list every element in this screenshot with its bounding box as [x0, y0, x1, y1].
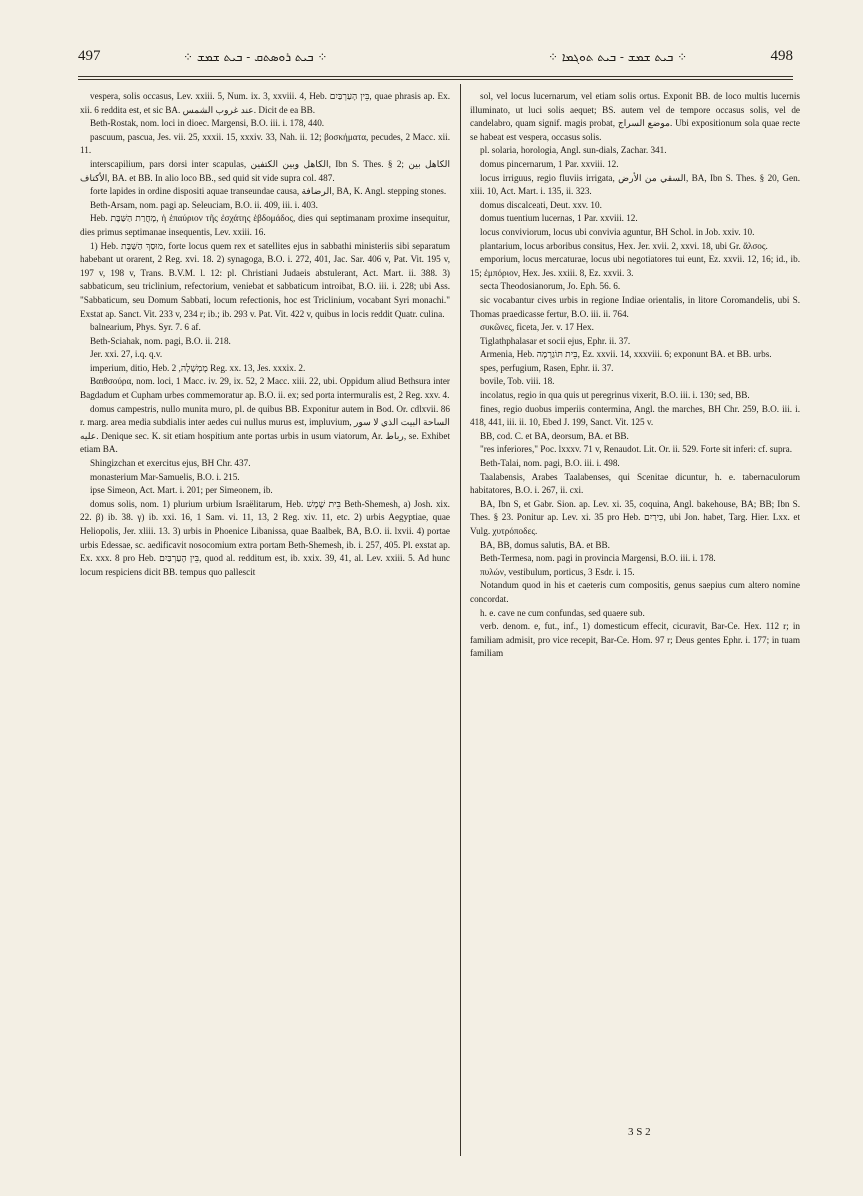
right-page-number: 498: [770, 48, 793, 64]
dictionary-entry: verb. denom. e, fut., inf., 1) domesticum effecit, cicuravit, Bar-Ce. Hex. 112 r; in familiam admisit, pro vice recepit, Bar-Ce. Hom. 97 r; Deus gentes Ephr. i. 177; in tuam familiam: [470, 621, 800, 659]
dictionary-entry: Beth-Sciahak, nom. pagi, B.O. ii. 218.: [90, 335, 231, 346]
dictionary-entry: Beth-Arsam, nom. pagi ap. Seleuciam, B.O. ii. 409, iii. i. 403.: [90, 199, 318, 210]
dictionary-entry: Taalabensis, Arabes Taalabenses, qui Scenitae dicuntur, h. e. tabernaculorum habitatores, B.O. i. 267, ii. cxi.: [470, 471, 800, 496]
dictionary-entry: Βαιθσούρα, nom. loci, 1 Macc. iv. 29, ix. 52, 2 Macc. xiii. 22, ubi. Oppidum aliud Bethsura inter Bagdadum et Cupham urbes commemoratur ap. B.O. ii. ex; sed porta intermuralis est, 2 Reg. xxv. 4.: [80, 376, 450, 401]
dictionary-entry: pascuum, pascua, Jes. vii. 25, xxxii. 15, xxxiv. 33, Nah. ii. 12; βοσκήματα, pecudes, 2 Macc. xii. 11.: [80, 131, 450, 156]
dictionary-entry: domus tuentium lucernas, 1 Par. xxviii. 12.: [480, 213, 638, 224]
dictionary-entry: Shingizchan et exercitus ejus, BH Chr. 437.: [90, 458, 251, 469]
dictionary-entry: fines, regio duobus imperiis contermina, Angl. the marches, BH Chr. 259, B.O. iii. i. 418, 441, iii. ii. 10, Ebed J. 199, Sanct. Vit. 125 v.: [470, 403, 800, 428]
dictionary-entry: sic vocabantur cives urbis in regione Indiae orientalis, in litore Coromandelis, ubi S. Thomas praedicasse fertur, B.O. iii. ii. 764.: [470, 294, 800, 319]
dictionary-entry: "res inferiores," Poc. lxxxv. 71 v, Renaudot. Lit. Or. ii. 529. Forte sit inferi: cf. supra.: [480, 444, 792, 455]
left-column: [80, 90, 450, 579]
dictionary-entry: συκῶνες, ficeta, Jer. v. 17 Hex.: [480, 322, 594, 333]
dictionary-entry: vespera, solis occasus, Lev. xxiii. 5, Num. ix. 3, xxviii. 4, Heb. בֵּין הָעַרְבַּיִם, quae phrasis ap. Ex. xii. 6 reddita est, et sic BA. عند غروب الشمس. Dicit de ea BB.: [80, 91, 451, 115]
dictionary-entry: Tiglathphalasar et socii ejus, Ephr. ii. 37.: [480, 335, 631, 346]
dictionary-entry: Beth-Termesa, nom. pagi in provincia Margensi, B.O. iii. i. 178.: [480, 553, 716, 564]
dictionary-entry: domus discalceati, Deut. xxv. 10.: [480, 199, 602, 210]
dictionary-entry: bovile, Tob. viii. 18.: [480, 376, 555, 387]
dictionary-entry: BA, Ibn S, et Gabr. Sion. ap. Lev. xi. 35, coquina, Angl. bakehouse, BA; BB; Ibn S. Thes. § 23. Ponitur ap. Lev. xi. 35 pro Heb. כִּירַיִם, ubi Jon. habet, Targ. Hier. Lxx. et Vulg. χυτρόποδες.: [470, 498, 800, 536]
dictionary-entry: monasterium Mar-Samuelis, B.O. i. 215.: [90, 471, 240, 482]
dictionary-entry: Beth-Talai, nom. pagi, B.O. iii. i. 498.: [480, 458, 620, 469]
column-divider: [460, 84, 461, 1156]
dictionary-entry: secta Theodosianorum, Jo. Eph. 56. 6.: [480, 281, 621, 292]
left-running-title: ⁘ ܒܝܬ ܪܘܣܬܩ - ܒܝܬ ܫܡܫ ⁘: [183, 50, 328, 64]
dictionary-entry: locus irriguus, regio fluviis irrigata, السقي من الأرض, BA, Ibn S. Thes. § 20, Gen. xiii. 10, Act. Mart. i. 135, ii. 323.: [470, 172, 801, 197]
printer-signature: 3 S 2: [628, 1126, 651, 1138]
dictionary-entry: Beth-Rostak, nom. loci in dioec. Margensi, B.O. iii. i. 178, 440.: [90, 118, 325, 129]
dictionary-entry: 1) Heb. מוּסַךְ הַשַּׁבָּת, forte locus quem rex et satellites ejus in sabbathi ministeriis sibi separatum habebant ut orarent, 2 Reg. xvi. 18. 2) synagoga, B.O. i. 272, 401, Jac. Sar. 406 v, Pat. Vit. 195 v, 197 v, 198 v, Trans. B.V.M. l. 12: pl. Christiani Judaeis abstulerant, Act. Mart. ii. 388. 3) sabbaticum, seu triclinium, refectorium, veniebat et sabbaticum introibat, B.O. iii. i. 228; ubi Ass. "Sabbaticum, seu Domum Sabbati, locum refectionis, hoc est Triclinium, vocabant Syri monachi." Exstat ap. Sanct. Vit. 233 v, 234 r; ib.; ib. 293 v. Pat. Vit. 422 v, quibus in locis reddit Quatr. culina.: [80, 240, 450, 319]
dictionary-entry: pl. solaria, horologia, Angl. sun-dials, Zachar. 341.: [480, 145, 667, 156]
dictionary-entry: spes, perfugium, Rasen, Ephr. ii. 37.: [480, 362, 614, 373]
header-rule: [78, 76, 793, 77]
dictionary-entry: Jer. xxi. 27, i.q. q.v.: [90, 349, 163, 360]
dictionary-entry: plantarium, locus arboribus consitus, Hex. Jer. xvii. 2, xxvi. 18, ubi Gr. ἄλσος.: [480, 240, 768, 251]
dictionary-entry: ipse Simeon, Act. Mart. i. 201; per Simeonem, ib.: [90, 485, 273, 496]
dictionary-entry: BB, cod. C. et BA, deorsum, BA. et BB.: [480, 430, 629, 441]
dictionary-entry: domus solis, nom. 1) plurium urbium Israëlitarum, Heb. בֵּית שֶׁמֶשׁ Beth-Shemesh, a) Josh. xix. 22. β) ib. 38. γ) ib. xxi. 16, 1 Sam. vi. 11, 13, 2 Reg. xiv. 11, etc. 2) urbis Aegyptiae, quae Heliopolis, Jer. xliii. 13. 3) urbis in Phoenice Libanissa, quae Baalbek, BA, B.O. ii. lxvii. 4) portae urbis Edessae, sc. aedificavit nosocomium extra portam Beth-Shemesh, ib. i. 257, 405. Pl. exstat ap. Ex. xxx. 8 pro Heb. בֵּין הָעַרְבַּיִם, quod al. redditum est, ib. xxix. 39, 41, al. Lev. xxiii. 5. Ad hunc locum respiciens dicit BB. tempus quo pallescit: [80, 498, 450, 577]
dictionary-entry: domus pincernarum, 1 Par. xxviii. 12.: [480, 158, 619, 169]
right-running-title: ⁘ ܒܝܬ ܫܡܫ - ܒܝܬ ܬܘܓܡܐ ⁘: [548, 50, 688, 64]
dictionary-entry: interscapilium, pars dorsi inter scapulas, الكاهل وبين الكتفين, Ibn S. Thes. § 2; الكاهل بين الأكتاف, BA. et BB. In alio loco BB., sed quid sit vide supra col. 487.: [80, 158, 451, 183]
dictionary-entry: BA, BB, domus salutis, BA. et BB.: [480, 539, 610, 550]
left-page-number: 497: [78, 48, 101, 64]
dictionary-entry: Notandum quod in his et caeteris cum compositis, genus saepius cum altero nomine concordat.: [470, 580, 800, 604]
running-header: [78, 48, 793, 70]
dictionary-entry: Heb. מָחֳרַת הַשַּׁבָּת, ἡ ἐπαύριον τῆς ἐσχάτης ἑβδομάδος, dies qui septimanam proxime insequitur, dies primus septimanae insequentis, Lev. xxiii. 16.: [80, 213, 450, 237]
dictionary-entry: domus campestris, nullo munita muro, pl. de quibus BB. Exponitur autem in Bod. Or. cdlxvii. 86 r. marg. area media subdialis inter aedes cui nullus murus est, impluvium, الساحة البيت الذي لا سور عليه. Denique sec. K. sit etiam hospitium ante portas urbis in usum viatorum, Ar. رباط, se. Exhibet etiam BA.: [80, 403, 450, 455]
dictionary-entry: balnearium, Phys. Syr. 7. 6 af.: [90, 322, 201, 333]
dictionary-entry: πυλών, vestibulum, porticus, 3 Esdr. i. 15.: [480, 566, 635, 577]
dictionary-entry: forte lapides in ordine dispositi aquae transeundae causa, الرضافة, BA, K. Angl. stepping stones.: [90, 186, 447, 197]
dictionary-entry: sol, vel locus lucernarum, vel etiam solis ortus. Exponit BB. de loco multis lucernis illuminato, ut luci solis aequet; BS. autem vel de tempore occasus solis, vel de candelabro, quam signif. magis probat, موضع السراج. Ubi expositionum sola quae recte se habeat est vespera, occasus solis.: [470, 91, 800, 142]
dictionary-entry: locus conviviorum, locus ubi convivia aguntur, BH Schol. in Job. xxiv. 10.: [480, 226, 755, 237]
header-rule-double: [78, 79, 793, 80]
dictionary-entry: Armenia, Heb. בֵּית תּוֹגַרְמָה, Ez. xxvii. 14, xxxviii. 6; exponunt BA. et BB. urbs.: [480, 349, 772, 360]
dictionary-entry: incolatus, regio in qua quis ut peregrinus vixerit, B.O. iii. i. 130; sed, BB.: [480, 390, 750, 401]
right-column: [470, 90, 800, 661]
dictionary-entry: h. e. cave ne cum confundas, sed quaere sub.: [480, 607, 645, 618]
dictionary-entry: emporium, locus mercaturae, locus ubi negotiatores tui eunt, Ez. xxvii. 12, 16; id., ib. 15; ἐμπόριον, Hex. Jes. xxiii. 8, Ez. xxvii. 3.: [470, 254, 800, 278]
dictionary-entry: imperium, ditio, Heb. מֶמְשָׁלָה, 2 Reg. xx. 13, Jes. xxxix. 2.: [90, 362, 306, 373]
